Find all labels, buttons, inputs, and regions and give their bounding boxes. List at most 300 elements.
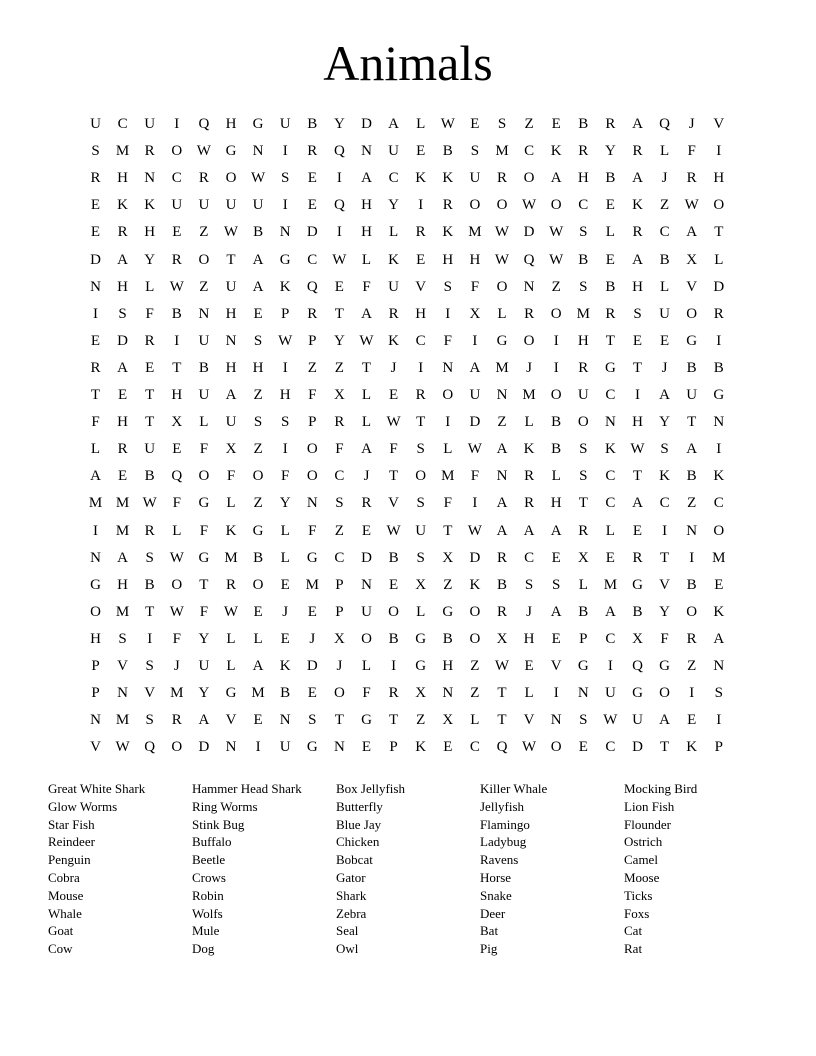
grid-letter: E [416, 143, 426, 160]
grid-letter: A [361, 441, 372, 458]
grid-letter: S [497, 116, 507, 132]
grid-letter: E [90, 332, 101, 349]
grid-letter: H [90, 630, 101, 647]
grid-letter: O [198, 468, 210, 485]
grid-letter: O [523, 170, 535, 187]
grid-letter: A [361, 170, 372, 187]
grid-letter: W [494, 251, 510, 268]
grid-letter: D [469, 414, 481, 431]
grid-letter: A [659, 387, 671, 403]
grid-letter: Z [470, 685, 480, 702]
grid-letter: H [225, 359, 237, 376]
grid-letter: H [144, 224, 156, 241]
grid-letter: F [226, 468, 236, 485]
grid-letter: E [687, 712, 697, 729]
grid-letter: V [550, 658, 562, 674]
grid-letter: B [659, 251, 670, 268]
grid-letter: W [494, 658, 510, 674]
grid-row [82, 680, 734, 707]
grid-letter: T [334, 712, 344, 729]
grid-letter: E [90, 197, 101, 214]
grid-letter: T [416, 414, 426, 431]
grid-letter: W [223, 603, 239, 620]
grid-letter: T [361, 359, 372, 376]
grid-letter: C [578, 197, 589, 214]
grid-letter: U [198, 332, 210, 349]
grid-letter: H [577, 170, 589, 187]
grid-letter: O [442, 387, 454, 403]
grid-letter: F [335, 441, 344, 458]
grid-letter: L [524, 414, 534, 431]
grid-letter: A [469, 359, 481, 376]
grid-letter: K [469, 576, 481, 593]
grid-letter: T [605, 332, 615, 349]
grid-letter: S [443, 278, 452, 295]
grid-letter: O [550, 305, 562, 322]
grid-letter: W [494, 224, 510, 241]
grid-letter: B [605, 278, 616, 295]
grid-letter: D [306, 658, 318, 674]
grid-letter: D [361, 549, 372, 566]
grid-letter: B [253, 549, 264, 566]
grid-letter: B [442, 630, 453, 647]
grid-letter: E [389, 387, 399, 403]
grid-letter: A [252, 658, 264, 674]
grid-letter: T [145, 603, 155, 620]
grid-letter: E [361, 522, 372, 539]
grid-letter: U [415, 522, 427, 539]
grid-letter: B [144, 576, 155, 593]
word-item: Crows [192, 869, 226, 885]
grid-row [82, 436, 734, 463]
grid-letter: J [336, 658, 343, 674]
grid-letter: S [308, 712, 317, 729]
grid-letter: O [713, 522, 725, 539]
word-item: Shark [336, 887, 367, 903]
grid-letter: Q [198, 116, 210, 132]
grid-letter: U [279, 116, 291, 132]
grid-letter: N [361, 576, 372, 593]
grid-letter: V [523, 712, 535, 729]
grid-letter: C [388, 170, 399, 187]
grid-letter: P [281, 305, 290, 322]
grid-letter: A [659, 712, 671, 729]
grid-letter: O [171, 143, 183, 160]
grid-letter: R [144, 143, 155, 160]
grid-letter: A [686, 441, 698, 458]
grid-letter: O [90, 603, 101, 620]
word-column [192, 780, 332, 958]
grid-letter: F [470, 278, 480, 295]
grid-letter: K [117, 197, 129, 214]
grid-letter: K [523, 441, 535, 458]
grid-letter: Q [659, 116, 671, 132]
grid-letter: H [225, 116, 237, 132]
grid-letter: P [91, 685, 100, 702]
grid-letter: U [388, 143, 400, 160]
grid-letter: D [713, 278, 725, 295]
grid-letter: W [603, 712, 618, 729]
grid-letter: H [632, 278, 643, 295]
grid-letter: O [171, 576, 183, 593]
grid-letter: D [117, 332, 129, 349]
grid-letter: E [605, 251, 615, 268]
grid-letter: N [713, 658, 725, 674]
grid-letter: H [550, 495, 562, 512]
grid-letter: U [469, 170, 481, 187]
grid-letter: A [686, 224, 698, 241]
grid-letter: L [605, 224, 615, 241]
grid-letter: V [415, 278, 427, 295]
grid-letter: G [604, 359, 616, 376]
word-item: Mocking Bird [624, 781, 698, 796]
grid-letter: I [174, 332, 180, 349]
grid-letter: T [660, 739, 670, 756]
grid-letter: I [689, 549, 695, 566]
grid-letter: P [714, 739, 723, 756]
grid-row [82, 301, 734, 328]
grid-letter: T [389, 712, 399, 729]
grid-letter: U [686, 387, 698, 403]
grid-letter: D [523, 224, 535, 241]
grid-letter: T [90, 387, 101, 403]
grid-letter: A [550, 603, 562, 620]
grid-row [82, 707, 734, 734]
grid-row [82, 518, 734, 545]
grid-letter: B [686, 359, 697, 376]
grid-letter: G [713, 387, 725, 403]
grid-letter: E [524, 658, 534, 674]
grid-letter: I [716, 712, 722, 729]
grid-letter: B [388, 549, 399, 566]
grid-letter: O [496, 197, 508, 214]
grid-letter: I [255, 739, 261, 756]
grid-letter: A [90, 468, 101, 485]
grid-letter: A [550, 522, 562, 539]
word-item: Glow Worms [48, 798, 118, 814]
grid-letter: R [388, 685, 399, 702]
grid-letter: J [661, 359, 668, 376]
grid-letter: L [416, 116, 426, 132]
grid-letter: R [496, 603, 507, 620]
grid-letter: M [576, 305, 590, 322]
grid-letter: L [226, 658, 236, 674]
grid-letter: N [90, 549, 101, 566]
word-column [48, 780, 188, 958]
word-item: Flamingo [480, 816, 530, 832]
grid-letter: R [117, 441, 128, 458]
grid-letter: H [523, 630, 535, 647]
grid-letter: S [335, 495, 344, 512]
grid-letter: B [551, 441, 562, 458]
grid-row [82, 653, 734, 680]
grid-letter: R [524, 468, 535, 485]
grid-letter: D [469, 549, 481, 566]
grid-letter: T [578, 495, 588, 512]
grid-letter: N [604, 414, 616, 431]
grid-letter: A [604, 603, 616, 620]
puzzle-title: Animals [323, 35, 493, 91]
grid-letter: W [386, 414, 401, 431]
grid-letter: O [550, 197, 562, 214]
grid-letter: E [443, 739, 453, 756]
grid-letter: E [605, 549, 615, 566]
grid-letter: Y [144, 251, 156, 268]
grid-letter: T [226, 251, 236, 268]
grid-letter: S [416, 441, 425, 458]
grid-letter: C [713, 495, 724, 512]
grid-letter: O [252, 468, 264, 485]
grid-letter: J [309, 630, 316, 647]
grid-letter: S [118, 305, 127, 322]
grid-letter: R [713, 305, 724, 322]
grid-letter: G [306, 739, 318, 756]
word-item: Lion Fish [624, 798, 675, 814]
grid-row [82, 247, 734, 274]
grid-letter: N [306, 495, 318, 512]
grid-letter: J [363, 468, 370, 485]
grid-letter: H [252, 359, 264, 376]
grid-letter: O [686, 305, 698, 322]
grid-letter: O [333, 685, 345, 702]
grid-letter: W [386, 522, 401, 539]
grid-letter: R [686, 170, 697, 187]
grid-letter: H [361, 197, 372, 214]
grid-letter: R [578, 522, 589, 539]
grid-letter: G [686, 332, 698, 349]
grid-letter: K [632, 197, 643, 214]
grid-letter: R [90, 359, 101, 376]
grid-letter: U [225, 414, 237, 431]
grid-letter: X [333, 630, 345, 647]
grid-letter: Y [333, 332, 345, 349]
word-item: Gator [336, 869, 366, 885]
grid-letter: O [469, 630, 481, 647]
grid-letter: Z [497, 414, 507, 431]
grid-letter: M [115, 712, 130, 729]
grid-letter: M [603, 576, 618, 593]
grid-letter: L [660, 278, 670, 295]
grid-letter: W [684, 197, 699, 214]
grid-letter: R [144, 522, 155, 539]
grid-letter: I [418, 359, 424, 376]
grid-letter: U [577, 387, 589, 403]
grid-letter: G [225, 685, 237, 702]
grid-letter: K [388, 332, 400, 349]
grid-letter: A [496, 495, 508, 512]
grid-letter: J [661, 170, 668, 187]
grid-letter: T [632, 359, 643, 376]
grid-letter: I [93, 305, 98, 322]
grid-letter: Y [333, 116, 345, 132]
grid-letter: E [253, 305, 263, 322]
grid-letter: W [440, 116, 455, 132]
grid-letter: W [278, 332, 293, 349]
grid-letter: W [115, 739, 130, 756]
grid-letter: L [524, 685, 534, 702]
grid-letter: O [496, 278, 508, 295]
grid-letter: O [469, 197, 481, 214]
grid-letter: K [659, 468, 671, 485]
grid-letter: N [144, 170, 156, 187]
grid-letter: F [308, 522, 317, 539]
grid-letter: X [496, 630, 508, 647]
grid-letter: B [198, 359, 209, 376]
grid-letter: G [415, 658, 427, 674]
grid-letter: E [307, 197, 317, 214]
word-item: Rat [624, 941, 643, 957]
grid-row [82, 545, 734, 572]
grid-letter: T [632, 468, 643, 485]
grid-letter: U [171, 197, 183, 214]
grid-letter: E [118, 468, 128, 485]
word-item: Beetle [192, 852, 226, 868]
grid-letter: I [472, 495, 478, 512]
grid-letter: Y [604, 143, 616, 160]
grid-letter: A [632, 495, 643, 512]
grid-letter: J [526, 603, 533, 620]
grid-letter: S [579, 712, 588, 729]
grid-letter: E [551, 630, 561, 647]
grid-letter: V [225, 712, 237, 729]
grid-letter: B [144, 468, 155, 485]
grid-letter: Y [198, 630, 210, 647]
grid-letter: R [198, 170, 209, 187]
grid-letter: I [553, 685, 559, 702]
grid-letter: Z [199, 278, 209, 295]
grid-letter: W [142, 495, 157, 512]
grid-letter: F [199, 522, 209, 539]
grid-letter: B [307, 116, 318, 132]
grid-letter: Z [253, 441, 263, 458]
grid-letter: G [442, 603, 454, 620]
grid-letter: A [550, 170, 562, 187]
grid-letter: Z [334, 522, 344, 539]
grid-letter: E [118, 387, 128, 403]
grid-letter: M [115, 495, 130, 512]
grid-letter: L [660, 143, 670, 160]
grid-letter: K [279, 658, 291, 674]
grid-letter: C [605, 739, 616, 756]
word-item: Horse [480, 869, 512, 885]
grid-letter: G [415, 630, 427, 647]
grid-letter: C [415, 332, 426, 349]
grid-letter: N [90, 712, 101, 729]
grid-letter: S [145, 549, 154, 566]
word-item: Deer [480, 905, 506, 921]
word-item: Penguin [48, 852, 91, 868]
grid-letter: Z [253, 495, 263, 512]
grid-letter: S [470, 143, 480, 160]
grid-letter: S [579, 278, 588, 295]
grid-letter: T [199, 576, 209, 593]
grid-letter: B [578, 251, 589, 268]
grid-letter: D [632, 739, 643, 756]
grid-letter: B [496, 576, 507, 593]
grid-letter: T [145, 414, 155, 431]
grid-letter: T [497, 712, 507, 729]
grid-letter: W [549, 224, 564, 241]
grid-letter: Z [524, 116, 534, 132]
grid-letter: R [686, 630, 697, 647]
grid-letter: Y [388, 197, 400, 214]
word-column [336, 780, 476, 958]
grid-letter: K [713, 468, 725, 485]
word-item: Jellyfish [480, 798, 525, 814]
grid-letter: A [361, 305, 372, 322]
grid-letter: R [117, 224, 128, 241]
word-item: Great White Shark [48, 781, 146, 796]
grid-letter: W [467, 522, 482, 539]
grid-letter: T [714, 224, 724, 241]
grid-letter: F [362, 278, 371, 295]
grid-letter: N [496, 468, 508, 485]
grid-letter: S [579, 441, 588, 458]
grid-letter: F [687, 143, 696, 160]
grid-letter: H [442, 251, 454, 268]
grid-letter: G [90, 576, 101, 593]
grid-letter: P [91, 658, 100, 674]
grid-letter: I [445, 305, 451, 322]
grid-letter: F [199, 603, 209, 620]
grid-letter: L [361, 414, 372, 431]
word-item: Star Fish [48, 816, 95, 832]
grid-letter: S [579, 224, 588, 241]
grid-letter: N [225, 739, 237, 756]
grid-letter: A [632, 116, 643, 132]
grid-letter: E [632, 332, 643, 349]
grid-letter: S [91, 143, 100, 160]
grid-letter: O [523, 332, 535, 349]
grid-letter: R [334, 414, 345, 431]
grid-letter: K [604, 441, 616, 458]
grid-letter: G [279, 251, 291, 268]
grid-letter: M [468, 224, 482, 241]
grid-letter: J [526, 359, 533, 376]
grid-letter: B [713, 359, 724, 376]
grid-letter: I [418, 197, 424, 214]
grid-letter: Q [632, 658, 643, 674]
grid-letter: W [522, 197, 537, 214]
grid-letter: A [117, 359, 129, 376]
grid-letter: A [225, 387, 237, 403]
grid-letter: N [361, 143, 372, 160]
word-item: Ladybug [480, 834, 527, 850]
grid-letter: C [334, 468, 345, 485]
grid-letter: V [144, 685, 156, 702]
grid-letter: C [605, 468, 616, 485]
grid-letter: H [117, 414, 129, 431]
grid-letter: G [577, 658, 589, 674]
grid-letter: N [279, 712, 291, 729]
grid-letter: I [93, 522, 98, 539]
grid-letter: L [280, 522, 290, 539]
grid-letter: A [496, 441, 508, 458]
grid-letter: O [713, 197, 725, 214]
grid-letter: G [225, 143, 237, 160]
grid-letter: G [632, 685, 643, 702]
word-item: Stink Bug [192, 816, 245, 832]
grid-letter: R [90, 170, 101, 187]
grid-letter: Z [307, 359, 317, 376]
grid-letter: R [496, 170, 507, 187]
grid-letter: E [632, 522, 643, 539]
grid-letter: R [144, 332, 155, 349]
grid-row [82, 355, 734, 382]
grid-letter: H [117, 278, 129, 295]
grid-letter: M [224, 549, 238, 566]
grid-letter: K [415, 739, 427, 756]
